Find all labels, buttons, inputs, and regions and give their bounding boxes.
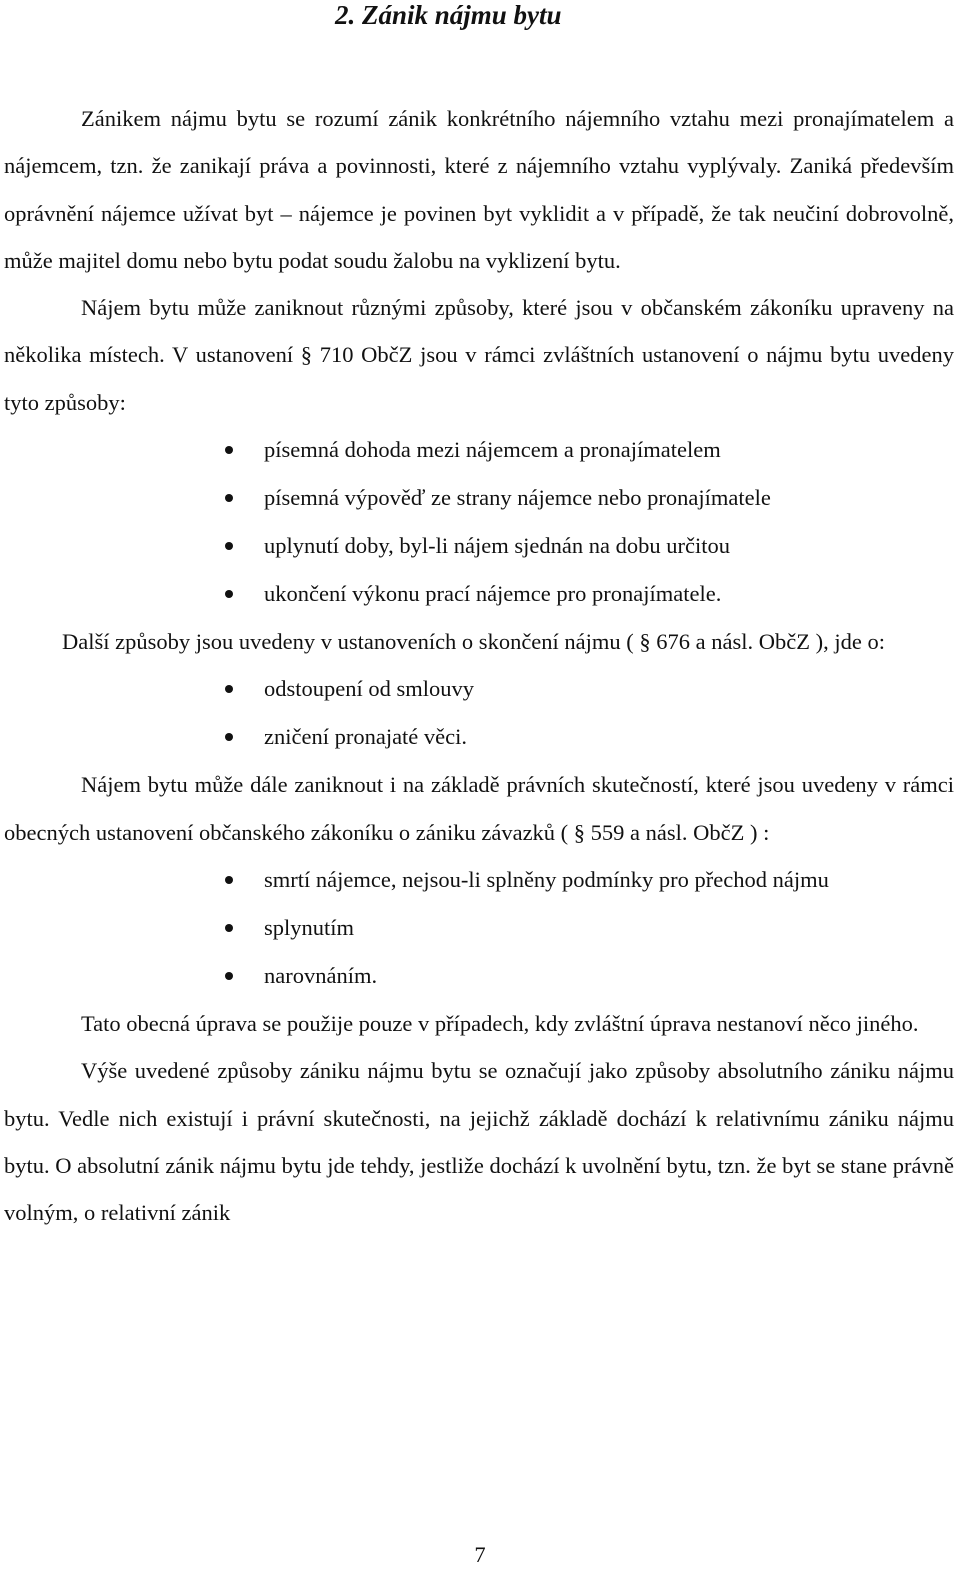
paragraph-general-rule: Tato obecná úprava se použije pouze v případech, kdy zvláštní úprava nestanoví něco jiného. (81, 1010, 919, 1036)
list-item-text: písemná dohoda mezi nájemcem a pronajímatelem (264, 437, 721, 463)
list-item-text: ukončení výkonu prací nájemce pro pronajímatele. (264, 581, 722, 607)
paragraph-intro: Zánikem nájmu bytu se rozumí zánik konkrétního nájemního vztahu mezi pronajímatelem a nájemcem, tzn. že zanikají práva a povinnosti, které z nájemního vztahu vyplývaly. Zaniká především oprávnění nájemce užívat byt – nájemce je povinen byt vyklidit a v případě, že tak neučiní dobrovolně, může majitel domu nebo bytu podat soudu žalobu na vyklizení bytu. (4, 106, 954, 273)
list-item (4, 665, 954, 713)
list-item-text: písemná výpověď ze strany nájemce nebo pronajímatele (264, 485, 771, 511)
bullet-icon (225, 685, 233, 693)
bullet-icon (225, 542, 233, 550)
paragraph-general-provisions: Nájem bytu může dále zaniknout i na základě právních skutečností, které jsou uvedeny v rámci obecných ustanovení občanského zákoníku o zániku závazků ( § 559 a násl. ObčZ ) : (4, 772, 954, 845)
list-item-text: uplynutí doby, byl-li nájem sjednán na dobu určitou (264, 533, 730, 559)
list-item (4, 713, 954, 761)
bullet-icon (225, 876, 233, 884)
list-item (4, 856, 954, 904)
list-ways-676 (4, 665, 954, 761)
bullet-icon (225, 733, 233, 741)
list-ways-559 (4, 856, 954, 1000)
list-item (4, 570, 954, 618)
list-item (4, 474, 954, 522)
list-item (4, 426, 954, 474)
page-number: 7 (474, 1542, 486, 1567)
list-item (4, 952, 954, 1000)
list-ways-710 (4, 426, 954, 618)
document-body (4, 95, 954, 1236)
bullet-icon (225, 494, 233, 502)
bullet-icon (225, 972, 233, 980)
list-item-text: odstoupení od smlouvy (264, 676, 475, 702)
section-heading: 2. Zánik nájmu bytu (335, 0, 562, 30)
paragraph-ways: Nájem bytu může zaniknout různými způsoby, které jsou v občanském zákoníku upraveny na několika místech. V ustanovení § 710 ObčZ jsou v rámci zvláštních ustanovení o nájmu bytu uvedeny tyto způsoby: (4, 295, 954, 415)
list-item-text: smrtí nájemce, nejsou-li splněny podmínky pro přechod nájmu (264, 866, 829, 892)
bullet-icon (225, 446, 233, 454)
list-item-text: zničení pronajaté věci. (264, 724, 468, 750)
bullet-icon (225, 924, 233, 932)
list-item (4, 904, 954, 952)
list-item (4, 522, 954, 570)
list-item-text: narovnáním. (264, 962, 378, 988)
paragraph-other-ways: Další způsoby jsou uvedeny v ustanoveních o skončení nájmu ( § 676 a násl. ObčZ ), jde o: (62, 629, 885, 655)
paragraph-absolute-relative: Výše uvedené způsoby zániku nájmu bytu se označují jako způsoby absolutního zániku nájmu bytu. Vedle nich existují i právní skutečnosti, na jejichž základě dochází k relativnímu zániku nájmu bytu. O absolutní zánik nájmu bytu jde tehdy, jestliže dochází k uvolnění bytu, tzn. že byt se stane právně volným, o relativní zánik (4, 1058, 954, 1226)
list-item-text: splynutím (264, 914, 355, 940)
bullet-icon (225, 590, 233, 598)
